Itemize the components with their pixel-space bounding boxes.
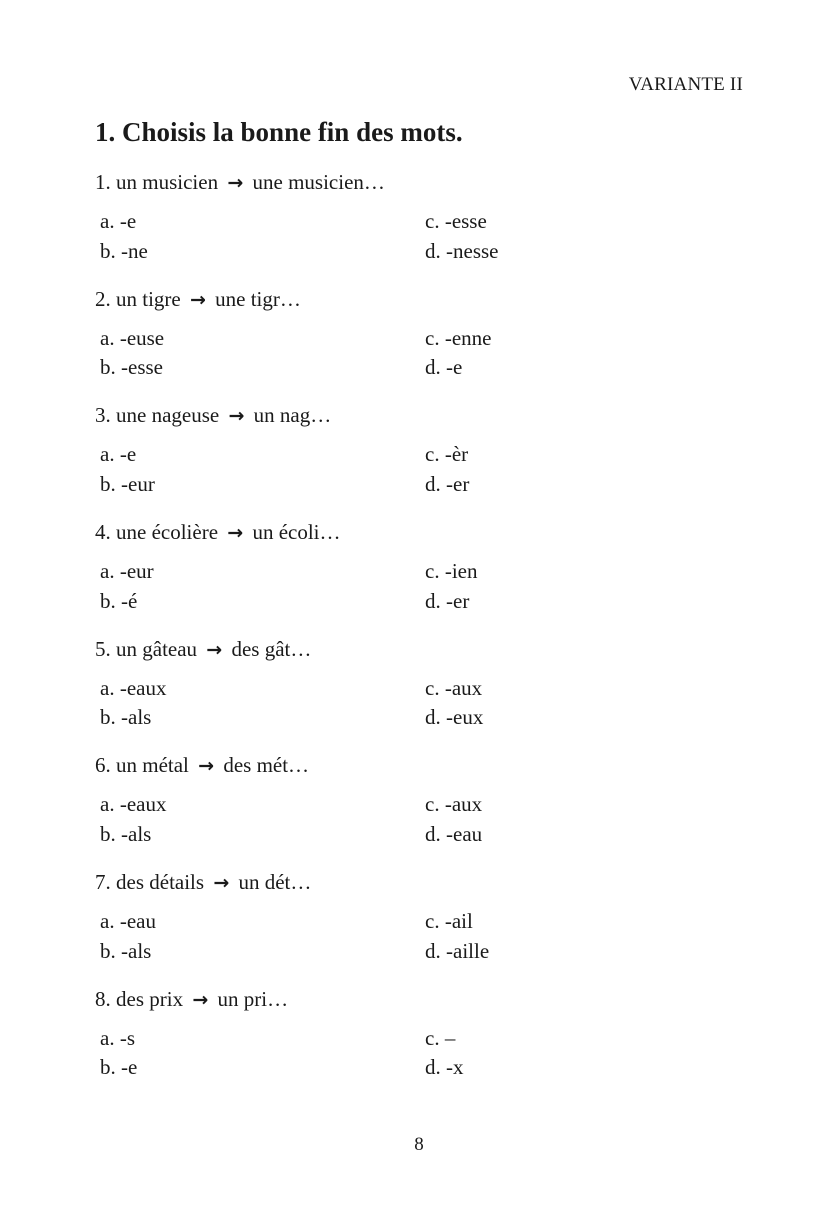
question-prompt: [95, 168, 745, 197]
page-number: 8: [414, 1134, 424, 1155]
answer-options: [100, 907, 745, 966]
option-d[interactable]: d. -nesse: [425, 238, 499, 263]
answer-options: [100, 790, 745, 849]
option-d[interactable]: d. -er: [425, 471, 470, 496]
option-b[interactable]: b. -als: [100, 705, 152, 730]
question-prompt: [95, 868, 745, 897]
question-number: 8.: [95, 986, 111, 1011]
question-source-word: des détails: [116, 870, 205, 895]
question-source-word: une nageuse: [116, 403, 220, 428]
question-prompt: [95, 518, 745, 547]
question-item: [95, 168, 745, 285]
question-prompt: [95, 635, 745, 664]
question-source-word: un gâteau: [116, 636, 198, 661]
question-list: [95, 168, 745, 1102]
answer-options: [100, 674, 745, 733]
option-a[interactable]: a. -eau: [100, 909, 156, 934]
option-c[interactable]: c. -aux: [425, 792, 483, 817]
option-d[interactable]: d. -eau: [425, 821, 483, 846]
question-item: [95, 985, 745, 1102]
option-b[interactable]: b. -ne: [100, 238, 148, 263]
option-d[interactable]: d. -e: [425, 355, 463, 380]
arrow-right-icon: →: [228, 405, 245, 428]
option-c[interactable]: c. -èr: [425, 442, 469, 467]
question-target-word: des gât…: [231, 636, 312, 661]
option-c[interactable]: c. –: [425, 1025, 456, 1050]
arrow-right-icon: →: [227, 522, 244, 545]
question-source-word: un musicien: [116, 170, 219, 194]
answer-options: [100, 207, 745, 266]
answer-options: [100, 440, 745, 499]
question-target-word: un pri…: [217, 986, 289, 1011]
question-item: [95, 635, 745, 752]
option-a[interactable]: a. -eaux: [100, 675, 167, 700]
arrow-right-icon: →: [206, 638, 223, 661]
question-source-word: une écolière: [116, 520, 219, 545]
answer-options: [100, 557, 745, 616]
question-source-word: un métal: [116, 753, 189, 778]
question-number: 1.: [95, 170, 111, 194]
option-c[interactable]: c. -enne: [425, 325, 492, 350]
option-c[interactable]: c. -ien: [425, 559, 478, 584]
question-prompt: [95, 751, 745, 780]
question-item: [95, 868, 745, 985]
option-b[interactable]: b. -als: [100, 938, 152, 963]
question-number: 3.: [95, 403, 111, 428]
option-a[interactable]: a. -eur: [100, 559, 154, 584]
option-d[interactable]: d. -er: [425, 588, 470, 613]
answer-options: [100, 324, 745, 383]
question-target-word: un nag…: [253, 403, 332, 428]
option-b[interactable]: b. -eur: [100, 471, 155, 496]
question-number: 6.: [95, 753, 111, 778]
option-a[interactable]: a. -euse: [100, 325, 165, 350]
option-a[interactable]: a. -e: [100, 209, 137, 233]
option-d[interactable]: d. -eux: [425, 705, 484, 730]
question-item: [95, 285, 745, 402]
option-c[interactable]: c. -aux: [425, 675, 483, 700]
question-item: [95, 518, 745, 635]
exercise-title: 1. Choisis la bonne fin des mots.: [95, 117, 463, 147]
arrow-right-icon: →: [189, 288, 206, 311]
question-target-word: une tigr…: [215, 286, 301, 311]
question-number: 5.: [95, 636, 111, 661]
question-item: [95, 401, 745, 518]
option-b[interactable]: b. -als: [100, 821, 152, 846]
option-b[interactable]: b. -é: [100, 588, 138, 613]
variant-label: VARIANTE II: [628, 74, 743, 95]
question-number: 4.: [95, 520, 111, 545]
option-d[interactable]: d. -x: [425, 1055, 464, 1080]
option-b[interactable]: b. -esse: [100, 355, 163, 380]
option-a[interactable]: a. -eaux: [100, 792, 167, 817]
question-number: 7.: [95, 870, 111, 895]
question-target-word: un dét…: [238, 870, 312, 895]
arrow-right-icon: →: [192, 988, 209, 1011]
option-c[interactable]: c. -ail: [425, 909, 473, 934]
question-target-word: un écoli…: [252, 520, 341, 545]
arrow-right-icon: →: [198, 755, 215, 778]
option-b[interactable]: b. -e: [100, 1055, 138, 1080]
question-target-word: une musicien…: [252, 170, 385, 194]
option-d[interactable]: d. -aille: [425, 938, 490, 963]
option-c[interactable]: c. -esse: [425, 209, 487, 233]
arrow-right-icon: →: [227, 172, 244, 194]
option-a[interactable]: a. -e: [100, 442, 137, 467]
question-number: 2.: [95, 286, 111, 311]
question-item: [95, 751, 745, 868]
arrow-right-icon: →: [213, 872, 230, 895]
question-prompt: [95, 285, 745, 314]
question-source-word: des prix: [116, 986, 184, 1011]
question-source-word: un tigre: [116, 286, 181, 311]
question-target-word: des mét…: [223, 753, 310, 778]
option-a[interactable]: a. -s: [100, 1025, 135, 1050]
question-prompt: [95, 985, 745, 1014]
answer-options: [100, 1024, 745, 1083]
question-prompt: [95, 401, 745, 430]
